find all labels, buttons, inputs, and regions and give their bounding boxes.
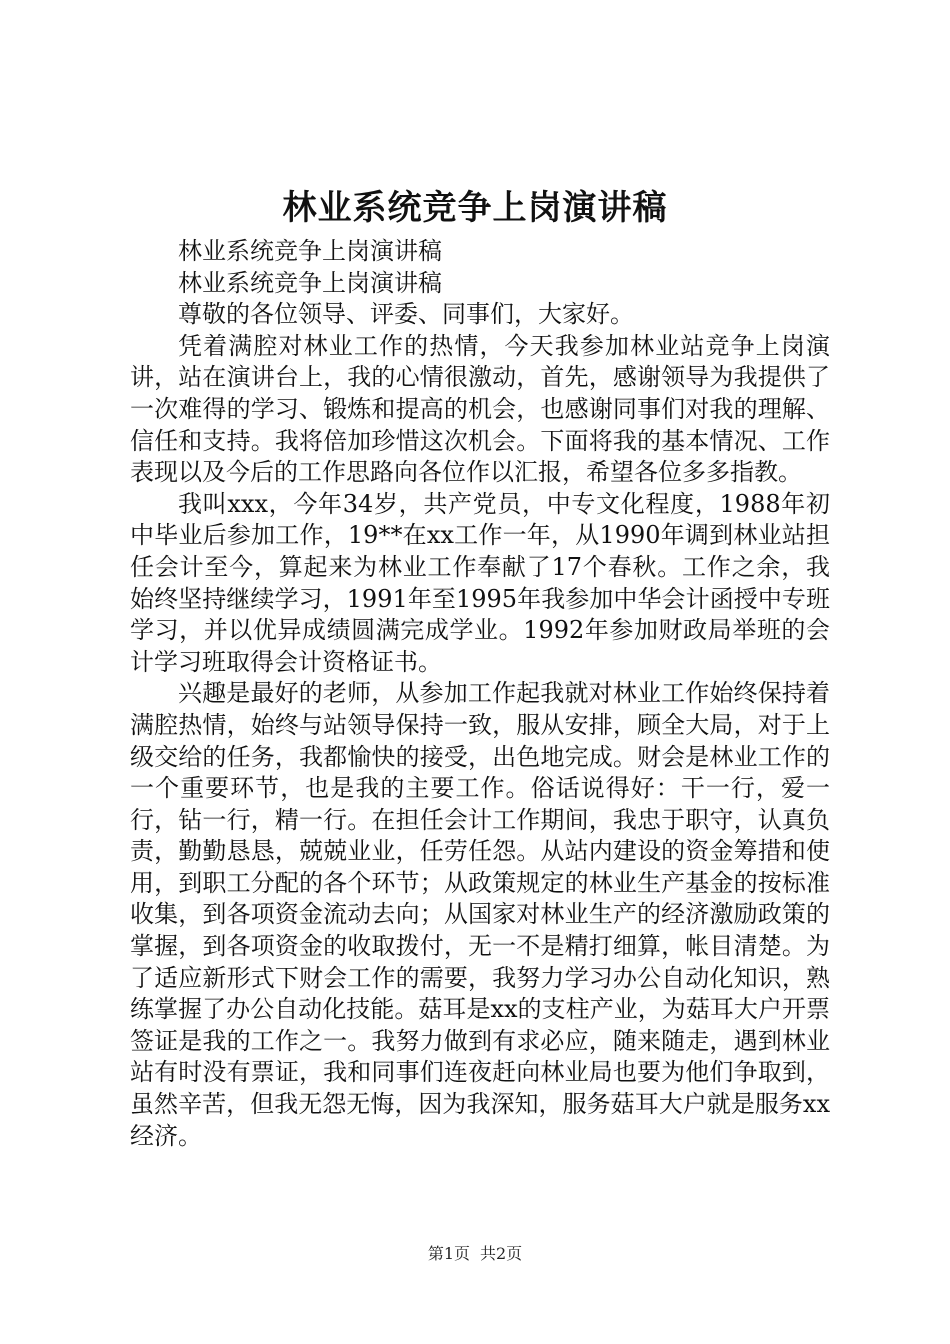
paragraph-greeting: 尊敬的各位领导、评委、同事们，大家好。	[178, 300, 634, 329]
paragraph-background: 我叫xxx，今年34岁，共产党员，中专文化程度，1988年初中毕业后参加工作，19**在xx工作一年，从1990年调到林业站担任会计至今，算起来为林业工作奉献了17个春秋。工作之余，我始终坚持继续学习，1991年至1995年我参加中华会计函授中专班学习，并以优异成绩圆满完成学业。1992年参加财政局举班的会计学习班取得会计资格证书。	[130, 489, 830, 676]
paragraph-subtitle-2: 林业系统竞争上岗演讲稿	[178, 268, 442, 297]
paragraph-work-performance: 兴趣是最好的老师，从参加工作起我就对林业工作始终保持着满腔热情，始终与站领导保持一致，服从安排，顾全大局，对于上级交给的任务，我都愉快的接受，出色地完成。财会是林业工作的一个重要环节，也是我的主要工作。俗话说得好：干一行，爱一行，钻一行，精一行。在担任会计工作期间，我忠于职守，认真负责，勤勤恳恳，兢兢业业，任劳任怨。从站内建设的资金筹措和使用，到职工分配的各个环节；从政策规定的林业生产基金的按标准收集，到各项资金流动去向；从国家对林业生产的经济激励政策的掌握，到各项资金的收取拨付，无一不是精打细算，帐目清楚。为了适应新形式下财会工作的需要，我努力学习办公自动化知识，熟练掌握了办公自动化技能。菇耳是xx的支柱产业，为菇耳大户开票签证是我的工作之一。我努力做到有求必应，随来随走，遇到林业站有时没有票证，我和同事们连夜赶向林业局也要为他们争取到，虽然辛苦，但我无怨无悔，因为我深知，服务菇耳大户就是服务xx经济。	[130, 679, 830, 1150]
paragraph-introduction: 凭着满腔对林业工作的热情，今天我参加林业站竞争上岗演讲，站在演讲台上，我的心情很激动，首先，感谢领导为我提供了一次难得的学习、锻炼和提高的机会，也感谢同事们对我的理解、信任和支持。我将倍加珍惜这次机会。下面将我的基本情况、工作表现以及今后的工作思路向各位作以汇报，希望各位多多指教。	[130, 331, 830, 487]
page-footer	[0, 1243, 950, 1265]
document-body	[130, 236, 830, 1152]
paragraph-subtitle-1: 林业系统竞争上岗演讲稿	[178, 237, 442, 265]
page-total: 共2页	[480, 1244, 523, 1263]
document-title: 林业系统竞争上岗演讲稿	[282, 188, 668, 228]
page-number: 第1页	[427, 1244, 470, 1263]
